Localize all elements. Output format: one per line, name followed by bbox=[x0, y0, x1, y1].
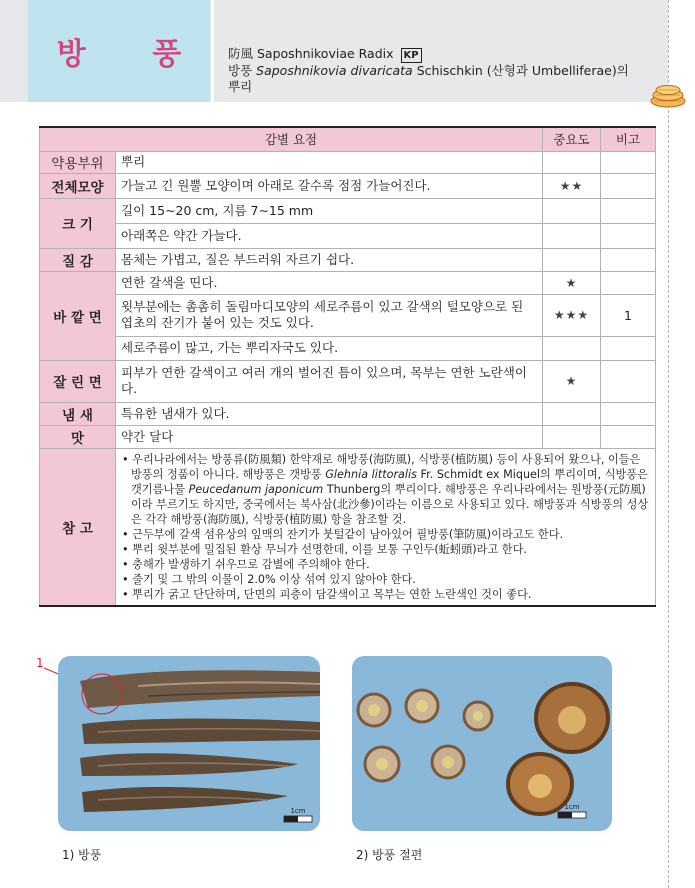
herb-name-latin: Saposhnikoviae Radix bbox=[257, 46, 394, 61]
references-list bbox=[116, 449, 655, 605]
value-size-1: 길이 15∼20 cm, 지름 7∼15 mm bbox=[116, 198, 543, 223]
table-row bbox=[40, 198, 656, 223]
kp-badge: KP bbox=[401, 48, 422, 63]
table-row bbox=[40, 271, 656, 294]
label-size: 크 기 bbox=[40, 198, 116, 248]
label-section: 잘 린 면 bbox=[40, 360, 116, 402]
table-row bbox=[40, 151, 656, 173]
slice-photo bbox=[352, 656, 612, 831]
slice-illustration bbox=[352, 656, 612, 831]
value-taste: 약간 달다 bbox=[116, 425, 543, 448]
herb-name-hanja: 防風 bbox=[228, 46, 254, 61]
note-surface-2: 1 bbox=[601, 294, 656, 336]
label-ref: 참 고 bbox=[40, 448, 116, 606]
value-smell: 특유한 냄새가 있다. bbox=[116, 402, 543, 425]
reference-item: • 충해가 발생하기 쉬우므로 감별에 주의해야 한다. bbox=[121, 557, 651, 572]
origin-line bbox=[228, 61, 629, 79]
callout-number: 1 bbox=[36, 656, 44, 670]
label-taste: 맛 bbox=[40, 425, 116, 448]
reference-item: • 뿌리가 굵고 단단하며, 단면의 피층이 담갈색이고 목부는 연한 노란색인 것이 좋다. bbox=[121, 587, 651, 602]
header-main: 감별 요점 bbox=[40, 127, 543, 151]
origin-author: Schischkin (산형과 Umbelliferae)의 bbox=[412, 63, 629, 78]
label-part: 약용부위 bbox=[40, 151, 116, 173]
importance-surface-1: ★ bbox=[543, 271, 601, 294]
value-part: 뿌리 bbox=[116, 151, 543, 173]
value-surface-2: 윗부분에는 촘촘히 돌림마디모양의 세로주름이 있고 갈색의 털모양으로 된 엽초의 잔기가 붙어 있는 것도 있다. bbox=[116, 294, 543, 336]
reference-item: • 뿌리 윗부분에 밀집된 환상 무늬가 선명한데, 이를 보통 구인두(蚯蚓頭)라고 한다. bbox=[121, 542, 651, 557]
importance-section: ★ bbox=[543, 360, 601, 402]
table-row bbox=[40, 173, 656, 198]
table-row bbox=[40, 336, 656, 360]
table-row bbox=[40, 248, 656, 271]
margin-dash-line bbox=[668, 0, 669, 888]
value-surface-1: 연한 갈색을 띤다. bbox=[116, 271, 543, 294]
page-title: 방 풍 bbox=[56, 37, 210, 72]
root-illustration bbox=[58, 656, 320, 831]
references-cell bbox=[116, 448, 656, 606]
label-texture: 질 감 bbox=[40, 248, 116, 271]
origin-species: Saposhnikovia divaricata bbox=[256, 63, 413, 78]
page-title-box bbox=[28, 0, 210, 102]
caption-1: 1) 방풍 bbox=[62, 848, 102, 862]
scale-label-2: 1cm bbox=[564, 803, 580, 811]
caption-2: 2) 방풍 절편 bbox=[356, 848, 423, 862]
value-size-2: 아래쪽은 약간 가늘다. bbox=[116, 223, 543, 248]
label-smell: 냄 새 bbox=[40, 402, 116, 425]
header-note: 비고 bbox=[601, 127, 656, 151]
importance-shape: ★★ bbox=[543, 173, 601, 198]
label-surface: 바 깥 면 bbox=[40, 271, 116, 360]
table-row bbox=[40, 223, 656, 248]
header-importance: 중요도 bbox=[543, 127, 601, 151]
table-row bbox=[40, 425, 656, 448]
importance-surface-2: ★★★ bbox=[543, 294, 601, 336]
reference-item: • 근두부에 갈색 섬유상의 잎맥의 잔기가 붓털같이 남아있어 필방풍(筆防風)이라고도 한다. bbox=[121, 527, 651, 542]
table-row bbox=[40, 294, 656, 336]
value-texture: 몸체는 가볍고, 질은 부드러워 자르기 쉽다. bbox=[116, 248, 543, 271]
table-row bbox=[40, 360, 656, 402]
herb-bundle-icon bbox=[648, 82, 688, 108]
root-photo bbox=[58, 656, 320, 831]
table-row bbox=[40, 402, 656, 425]
table-header-row bbox=[40, 127, 656, 151]
value-section: 피부가 연한 갈색이고 여러 개의 벌어진 틈이 있으며, 목부는 연한 노란색이다. bbox=[116, 360, 543, 402]
table-row-references bbox=[40, 448, 656, 606]
value-surface-3: 세로주름이 많고, 가는 뿌리자국도 있다. bbox=[116, 336, 543, 360]
origin-korean: 방풍 bbox=[228, 63, 253, 78]
label-shape: 전체모양 bbox=[40, 173, 116, 198]
identification-table bbox=[39, 126, 656, 607]
scale-label-1: 1cm bbox=[290, 807, 306, 815]
value-shape: 가늘고 긴 원뿔 모양이며 아래로 갈수록 점점 가늘어진다. bbox=[116, 173, 543, 198]
reference-item: • 우리나라에서는 방풍류(防風類) 한약재로 해방풍(海防風), 식방풍(植防風) 등이 사용되어 왔으나, 이들은 방풍의 정품이 아니다. 해방풍은 갯방풍 Glehnia littoralis Fr. Schmidt ex Miquel의 뿌리이며, 식방풍은 갯기름나물 Peucedanum japonicum Thunberg의 뿌리이다. 해방풍은 우리나라에서는 원방풍(元防風)이라 부르기도 하지만, 중국에서는 북사삼(北沙參)이라는 이름으로 사용되고 있다. 해방풍과 식방풍의 성상은 각각 해방풍(海防風), 식방풍(植防風) 항을 참조할 것. bbox=[121, 452, 651, 527]
reference-item: • 줄기 및 그 밖의 이물이 2.0% 이상 섞여 있지 않아야 한다. bbox=[121, 572, 651, 587]
header-separator bbox=[211, 0, 214, 102]
origin-part: 뿌리 bbox=[228, 79, 253, 94]
